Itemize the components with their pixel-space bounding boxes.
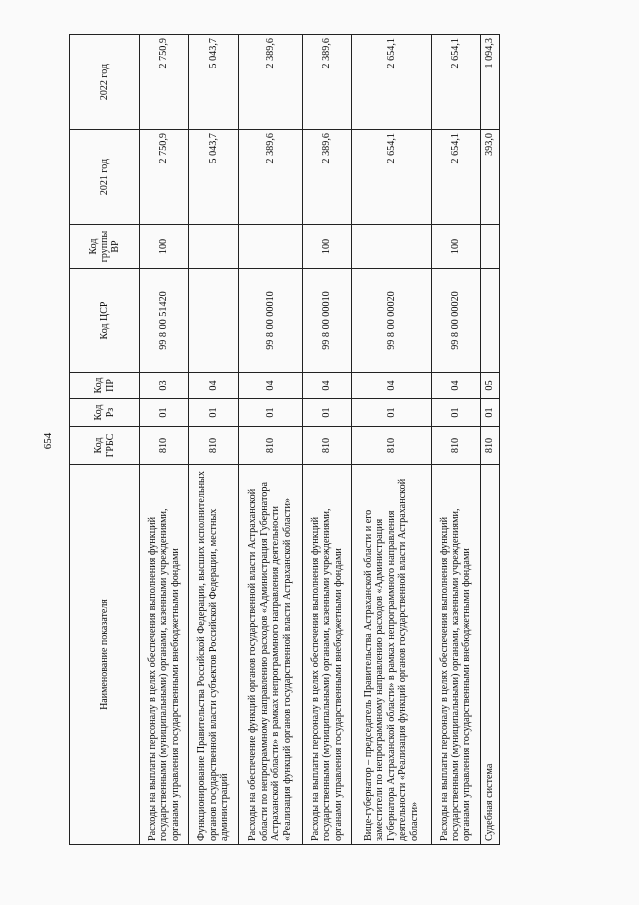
cell-vr: 100 <box>302 225 351 269</box>
cell-grbs: 810 <box>302 427 351 465</box>
cell-vr: 100 <box>140 225 189 269</box>
cell-2021: 2 654,1 <box>431 130 480 225</box>
cell-vr: 100 <box>431 225 480 269</box>
header-grbs: Код ГРБС <box>70 427 140 465</box>
cell-2021: 5 043,7 <box>189 130 238 225</box>
cell-csr: 99 8 00 00010 <box>302 269 351 373</box>
table-header-row <box>70 35 140 845</box>
cell-pr: 03 <box>140 373 189 399</box>
cell-2021: 2 654,1 <box>352 130 431 225</box>
header-pr: Код ПР <box>70 373 140 399</box>
cell-csr: 99 8 00 00010 <box>238 269 302 373</box>
cell-2021: 393,0 <box>480 130 499 225</box>
cell-vr <box>189 225 238 269</box>
cell-grbs: 810 <box>238 427 302 465</box>
cell-2022: 2 654,1 <box>431 35 480 130</box>
cell-rz: 01 <box>431 399 480 427</box>
cell-grbs: 810 <box>480 427 499 465</box>
cell-vr <box>238 225 302 269</box>
table-row <box>140 35 189 845</box>
cell-2021: 2 389,6 <box>238 130 302 225</box>
header-rz: Код Рз <box>70 399 140 427</box>
cell-csr <box>480 269 499 373</box>
cell-rz: 01 <box>302 399 351 427</box>
cell-pr: 04 <box>189 373 238 399</box>
table-row <box>480 35 499 845</box>
table-row <box>431 35 480 845</box>
cell-name: Функционирование Правительства Российской Федерации, высших исполнительных органов государственной власти субъектов Российской Федерации, местных администраций <box>189 465 238 845</box>
header-2021: 2021 год <box>70 130 140 225</box>
cell-vr <box>480 225 499 269</box>
cell-rz: 01 <box>189 399 238 427</box>
budget-table <box>69 34 500 845</box>
table-row <box>352 35 431 845</box>
cell-2022: 2 654,1 <box>352 35 431 130</box>
page-number: 654 <box>42 432 54 450</box>
cell-csr: 99 8 00 51420 <box>140 269 189 373</box>
header-vr: Код группы ВР <box>70 225 140 269</box>
cell-rz: 01 <box>238 399 302 427</box>
cell-csr: 99 8 00 00020 <box>352 269 431 373</box>
table-container <box>69 35 500 845</box>
cell-grbs: 810 <box>431 427 480 465</box>
cell-name: Расходы на обеспечение функций органов государственной власти Астраханской области по непрограммному направлению расходов «Администрация Губернатора Астраханской области» в рамках непрограммного направления деятельности «Реализация функций органов государственной власти Астраханской области» <box>238 465 302 845</box>
cell-pr: 04 <box>352 373 431 399</box>
cell-pr: 04 <box>238 373 302 399</box>
cell-name: Расходы на выплаты персоналу в целях обеспечения выполнения функций государственными (муниципальными) органами, казенными учреждениями, органами управления государственными внебюджетными фондами <box>302 465 351 845</box>
cell-2021: 2 389,6 <box>302 130 351 225</box>
cell-2021: 2 750,9 <box>140 130 189 225</box>
header-name: Наименование показателя <box>70 465 140 845</box>
cell-2022: 2 389,6 <box>238 35 302 130</box>
cell-pr: 04 <box>302 373 351 399</box>
cell-2022: 1 094,3 <box>480 35 499 130</box>
cell-grbs: 810 <box>352 427 431 465</box>
cell-pr: 04 <box>431 373 480 399</box>
table-row <box>302 35 351 845</box>
table-row <box>238 35 302 845</box>
cell-grbs: 810 <box>189 427 238 465</box>
cell-2022: 2 389,6 <box>302 35 351 130</box>
cell-vr <box>352 225 431 269</box>
cell-rz: 01 <box>140 399 189 427</box>
cell-name: Расходы на выплаты персоналу в целях обеспечения выполнения функций государственными (муниципальными) органами, казенными учреждениями, органами управления государственными внебюджетными фондами <box>431 465 480 845</box>
cell-name: Расходы на выплаты персоналу в целях обеспечения выполнения функций государственными (муниципальными) органами, казенными учреждениями, органами управления государственными внебюджетными фондами <box>140 465 189 845</box>
cell-grbs: 810 <box>140 427 189 465</box>
cell-2022: 2 750,9 <box>140 35 189 130</box>
rotated-table-wrapper <box>69 35 500 845</box>
cell-pr: 05 <box>480 373 499 399</box>
cell-csr <box>189 269 238 373</box>
cell-name: Вице-губернатор – председатель Правительства Астраханской области и его заместители по непрограммному направлению расходов «Администрация Губернатора Астраханской области» в рамках непрограммного направления деятельности «Реализация функций органов государственной власти Астраханской области» <box>352 465 431 845</box>
table-row <box>189 35 238 845</box>
cell-rz: 01 <box>352 399 431 427</box>
header-csr: Код ЦСР <box>70 269 140 373</box>
cell-name: Судебная система <box>480 465 499 845</box>
cell-csr: 99 8 00 00020 <box>431 269 480 373</box>
cell-2022: 5 043,7 <box>189 35 238 130</box>
header-2022: 2022 год <box>70 35 140 130</box>
cell-rz: 01 <box>480 399 499 427</box>
